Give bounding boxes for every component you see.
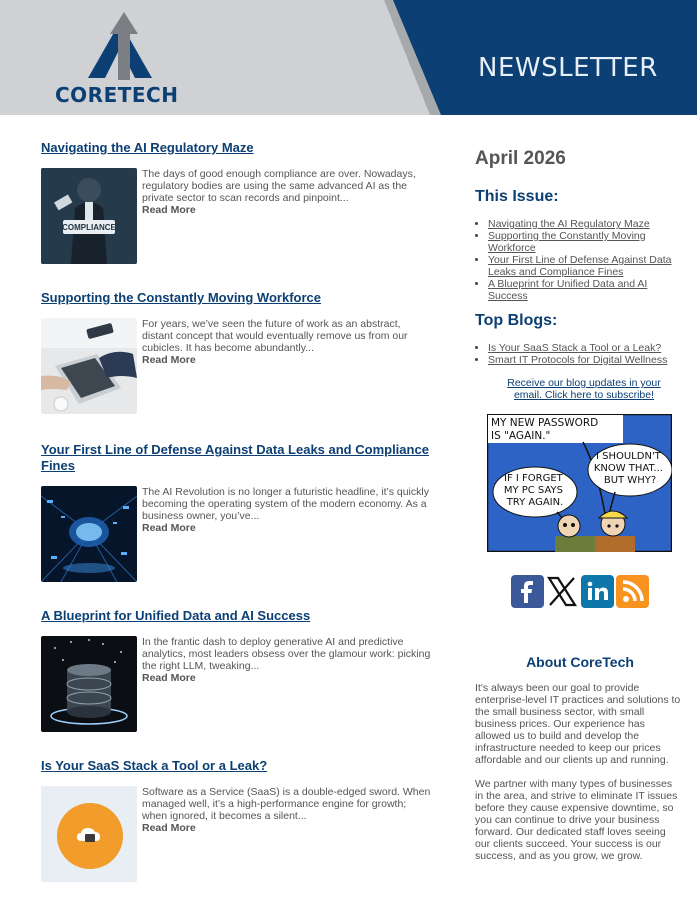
- about-heading: About CoreTech: [526, 654, 634, 670]
- newsletter-title: NEWSLETTER: [478, 53, 658, 83]
- password-comic[interactable]: [487, 414, 672, 552]
- svg-text:MY NEW PASSWORD IS "AG: MY NEW PASSWORD IS "AGAIN.": [491, 417, 599, 442]
- svg-text:COMPLIANCE: COMPLIANCE: [62, 223, 116, 232]
- top-blogs-list: [475, 342, 688, 366]
- article-excerpt: [142, 318, 432, 366]
- x-icon[interactable]: [545, 575, 578, 608]
- subscribe-link[interactable]: Receive our blog updates in your email. Click here to subscribe!: [507, 377, 661, 401]
- list-item: [488, 342, 688, 354]
- article-excerpt-text: In the frantic dash to deploy generative AI and predictive analytics, most leaders obsess over the glamour work: picking the right LLM, tweaking...: [142, 636, 431, 672]
- article-title-link[interactable]: A Blueprint for Unified Data and AI Success: [41, 608, 311, 623]
- about-paragraph: It's always been our goal to provide enterprise-level IT practices and solutions to the small business sector, with small business prices. Our experience has allowed us to build and develop the infrastructure needed to keep our prices affordable and our clients up and running.: [475, 682, 681, 766]
- list-item: [488, 254, 688, 278]
- read-more-link[interactable]: Read More: [142, 204, 196, 216]
- article-title-link[interactable]: Supporting the Constantly Moving Workforce: [41, 290, 321, 305]
- article-thumbnail-ai-brain[interactable]: [41, 486, 137, 582]
- this-issue-link[interactable]: Navigating the AI Regulatory Maze: [488, 218, 650, 230]
- article-excerpt: [142, 486, 432, 534]
- top-blogs-heading: Top Blogs:: [475, 312, 558, 329]
- rss-icon[interactable]: [616, 575, 649, 608]
- article-thumbnail-laptop[interactable]: [41, 318, 137, 414]
- issue-month: April 2026: [475, 148, 566, 169]
- article-title-link[interactable]: Is Your SaaS Stack a Tool or a Leak?: [41, 758, 268, 773]
- article-excerpt: [142, 636, 432, 684]
- read-more-link[interactable]: Read More: [142, 672, 196, 684]
- about-paragraph: We partner with many types of businesses in the area, and strive to eliminate IT issues before they cause expensive downtime, so you can continue to drive your business forward. Our dedicated staff loves seeing our clients succeed. Your success is our success, and as you grow, we grow.: [475, 778, 678, 862]
- article-title-link[interactable]: Your First Line of Defense Against Data Leaks and Compliance Fines: [41, 442, 429, 473]
- article-excerpt-text: The days of good enough compliance are over. Nowadays, regulatory bodies are using the same advanced AI as the private sector to scan records and pinpoint...: [142, 168, 416, 204]
- linkedin-icon[interactable]: [581, 575, 614, 608]
- article-thumbnail-database[interactable]: [41, 636, 137, 732]
- article-title-link[interactable]: Navigating the AI Regulatory Maze: [41, 140, 254, 155]
- svg-text:IF I FORGET MY PC SAYS: IF I FORGET MY PC SAYS TRY AGAIN.: [503, 473, 564, 508]
- list-item: [488, 354, 688, 366]
- this-issue-list: [475, 218, 688, 302]
- article-excerpt: [142, 168, 432, 216]
- read-more-link[interactable]: Read More: [142, 822, 196, 834]
- read-more-link[interactable]: Read More: [142, 522, 196, 534]
- top-blog-link[interactable]: Is Your SaaS Stack a Tool or a Leak?: [488, 342, 662, 354]
- coretech-logo-text: CORETECH: [55, 83, 179, 107]
- list-item: [488, 230, 688, 254]
- list-item: [488, 218, 688, 230]
- list-item: [488, 278, 688, 302]
- article-thumbnail-compliance[interactable]: [41, 168, 137, 264]
- this-issue-heading: This Issue:: [475, 188, 559, 205]
- article-thumbnail-cloud[interactable]: [41, 786, 137, 882]
- this-issue-link[interactable]: A Blueprint for Unified Data and AI Success: [488, 278, 648, 302]
- article-excerpt: [142, 786, 432, 834]
- newsletter-header: [0, 0, 697, 115]
- facebook-icon[interactable]: [511, 575, 544, 608]
- svg-text:I SHOULDN'T KNOW THAT.: I SHOULDN'T KNOW THAT... BUT WHY?: [593, 451, 663, 486]
- this-issue-link[interactable]: Supporting the Constantly Moving Workforce: [488, 230, 646, 254]
- article-excerpt-text: For years, we’ve seen the future of work as an abstract, distant concept that would eventually remove us from our cubicles. It has become abundantly...: [142, 318, 408, 354]
- read-more-link[interactable]: Read More: [142, 354, 196, 366]
- this-issue-link[interactable]: Your First Line of Defense Against Data Leaks and Compliance Fines: [488, 254, 672, 278]
- top-blog-link[interactable]: Smart IT Protocols for Digital Wellness: [488, 354, 668, 366]
- article-excerpt-text: The AI Revolution is no longer a futuristic headline, it’s quickly becoming the operating system of the modern economy. As a business owner, you’ve...: [142, 486, 429, 522]
- article-excerpt-text: Software as a Service (SaaS) is a double-edged sword. When managed well, it’s a high-performance engine for growth; when ignored, it becomes a silent...: [142, 786, 431, 822]
